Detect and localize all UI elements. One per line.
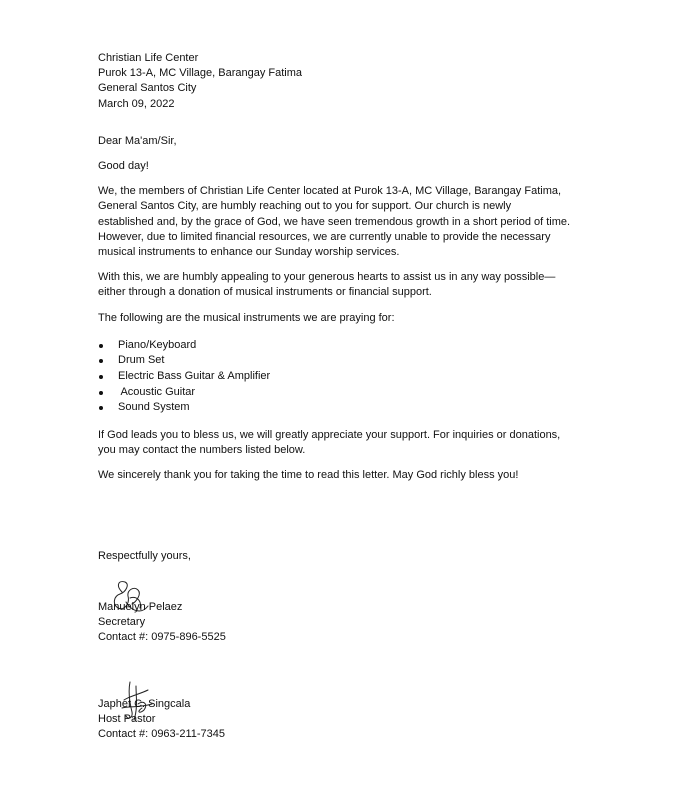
signatory-contact: Contact #: 0975-896-5525 — [98, 631, 226, 644]
paragraph-line: established and, by the grace of God, we have seen tremendous growth in a short period of time. — [98, 215, 571, 228]
signatory-contact: Contact #: 0963-211-7345 — [98, 728, 225, 741]
bullet-icon — [99, 344, 103, 348]
letter-body — [98, 51, 598, 483]
signatory-title: Secretary — [98, 616, 146, 629]
bullet-icon — [99, 391, 103, 395]
closing: Respectfully yours, — [98, 550, 191, 562]
bullet-icon — [99, 406, 103, 410]
list-item-label: Sound System — [118, 401, 190, 414]
paragraph-line: you may contact the numbers listed below. — [98, 444, 306, 457]
signatory-pastor — [98, 697, 225, 743]
paragraph-thanks: We sincerely thank you for taking the time to read this letter. May God richly bless you! — [98, 469, 519, 482]
list-item — [98, 353, 598, 369]
paragraph-line: However, due to limited financial resources, we are currently unable to provide the necessary — [98, 230, 551, 243]
address-line: Purok 13-A, MC Village, Barangay Fatima — [98, 67, 302, 80]
list-item-label: Acoustic Guitar — [118, 385, 196, 398]
bullet-icon — [99, 359, 103, 363]
list-item-label: Piano/Keyboard — [118, 338, 197, 351]
paragraph-contact — [98, 428, 598, 458]
letter-date: March 09, 2022 — [98, 97, 175, 110]
paragraph-appeal — [98, 270, 598, 300]
instrument-list — [98, 338, 598, 416]
list-item — [98, 338, 598, 354]
signatory-title: Host Pastor — [98, 713, 156, 726]
salutation: Dear Ma'am/Sir, — [98, 134, 177, 147]
paragraph-line: General Santos City, are humbly reaching out to you for support. Our church is newly — [98, 200, 512, 213]
letter-header — [98, 51, 598, 112]
paragraph-line: If God leads you to bless us, we will greatly appreciate your support. For inquiries or donations, — [98, 428, 561, 441]
list-intro: The following are the musical instruments we are praying for: — [98, 311, 395, 324]
greeting: Good day! — [98, 160, 149, 173]
list-item-label: Drum Set — [118, 354, 165, 367]
signatory-name: Japhet C. Singcala — [98, 698, 191, 710]
org-name: Christian Life Center — [98, 52, 199, 64]
list-item — [98, 400, 598, 416]
signatory-secretary — [98, 600, 226, 646]
list-item-label: Electric Bass Guitar & Amplifier — [118, 370, 271, 383]
paragraph-line: either through a donation of musical instruments or financial support. — [98, 286, 432, 299]
bullet-icon — [99, 375, 103, 379]
paragraph-line: With this, we are humbly appealing to your generous hearts to assist us in any way possible— — [98, 271, 556, 284]
paragraph-line: We, the members of Christian Life Center located at Purok 13-A, MC Village, Barangay Fatima, — [98, 185, 562, 198]
paragraph-line: musical instruments to enhance our Sunday worship services. — [98, 246, 400, 259]
city: General Santos City — [98, 82, 197, 95]
list-item — [98, 369, 598, 385]
signatory-name: Manuelyn Pelaez — [98, 601, 183, 613]
list-item — [98, 385, 598, 401]
paragraph-intro — [98, 184, 598, 260]
